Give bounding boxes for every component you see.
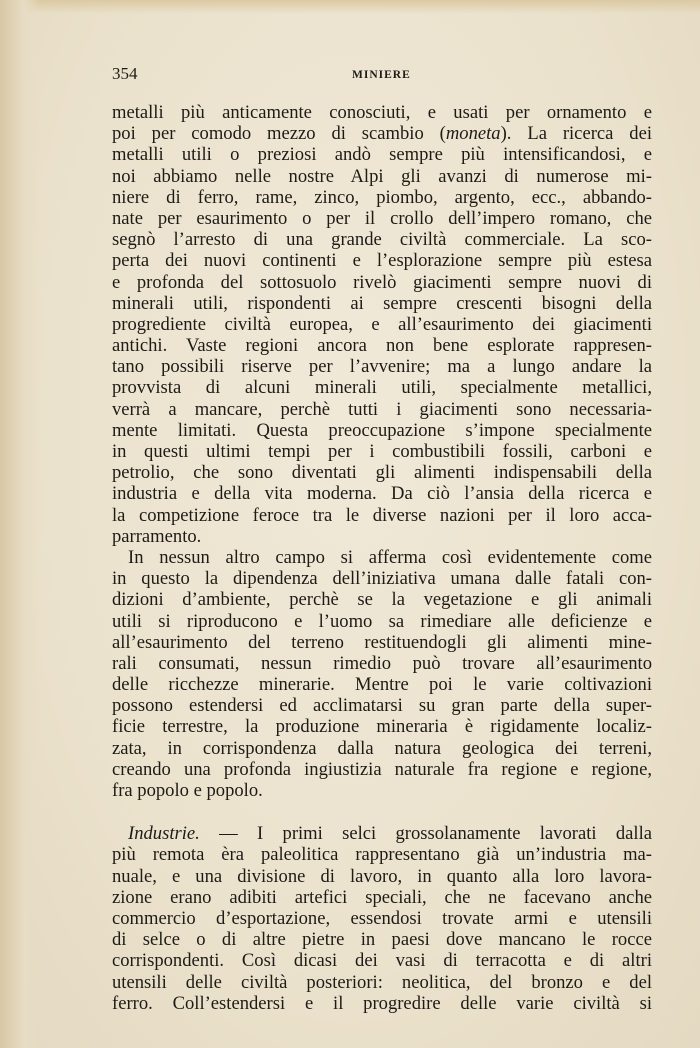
text-line: tano possibili riserve per l’avvenire; ma a lungo andare la bbox=[112, 356, 652, 378]
text-line: in questo la dipendenza dell’iniziativa umana dalle fatali con- bbox=[112, 568, 652, 590]
text-line: parramento. bbox=[112, 525, 202, 547]
section-heading: Industrie. bbox=[128, 823, 200, 845]
text-line: fra popolo e popolo. bbox=[112, 780, 263, 801]
text-line: metalli utili o preziosi andò sempre più intensificandosi, e bbox=[112, 144, 652, 166]
text-line: In nessun altro campo si afferma così evidentemente come bbox=[128, 546, 652, 568]
text-line: zione erano adibiti artefici speciali, che ne facevano anche bbox=[112, 886, 652, 908]
text-line: industria e della vita moderna. Da ciò l’ansia della ricerca e bbox=[112, 483, 652, 505]
paragraph-1 bbox=[112, 102, 652, 547]
page-gutter-edge bbox=[0, 0, 40, 1048]
text-line: perta dei nuovi continenti e l’esplorazione sempre più estesa bbox=[112, 250, 652, 272]
page-top-edge bbox=[0, 0, 700, 14]
text-line: ficie terrestre, la produzione mineraria è rigidamente localiz- bbox=[112, 716, 652, 738]
text-line: mente limitati. Questa preoccupazione s’impone specialmente bbox=[112, 419, 652, 441]
text-line: poi per comodo mezzo di scambio (moneta). La ricerca dei bbox=[112, 123, 652, 145]
text-line: utili si riproducono e l’uomo sa rimediare alle deficienze e bbox=[112, 610, 652, 632]
text-line: petrolio, che sono diventati gli alimenti indispensabili della bbox=[112, 462, 652, 484]
text-line: ferro. Coll’estendersi e il progredire delle varie civiltà si bbox=[112, 992, 652, 1014]
text-line: in questi ultimi tempi per i combustibili fossili, carboni e bbox=[112, 441, 652, 462]
text-line: e profonda del sottosuolo rivelò giacimenti sempre nuovi di bbox=[112, 271, 652, 293]
section-spacing bbox=[112, 801, 652, 823]
text-line: nate per esaurimento o per il crollo dell’impero romano, che bbox=[112, 207, 652, 229]
text-line: creando una profonda ingiustizia naturale fra regione e regione, bbox=[112, 758, 652, 780]
text-line: zata, in corrispondenza dalla natura geologica dei terreni, bbox=[112, 737, 652, 759]
text-line: segnò l’arresto di una grande civiltà commerciale. La sco- bbox=[112, 229, 652, 251]
text-line: corrispondenti. Così dicasi dei vasi di terracotta e di altri bbox=[112, 950, 652, 972]
text-line: possono estendersi ed acclimatarsi su gran parte della super- bbox=[112, 695, 652, 717]
text-line: più remota èra paleolitica rappresentano già un’industria ma- bbox=[112, 844, 652, 866]
text-line: nuale, e una divisione di lavoro, in quanto alla loro lavora- bbox=[112, 865, 652, 887]
text-line: all’esaurimento del terreno restituendogli gli alimenti mine- bbox=[112, 631, 652, 653]
text-line: minerali utili, rispondenti ai sempre crescenti bisogni della bbox=[112, 292, 652, 314]
text-line: Industrie. — I primi selci grossolanamente lavorati dalla bbox=[128, 823, 652, 845]
text-line: delle ricchezze minerarie. Mentre poi le varie coltivazioni bbox=[112, 674, 652, 696]
page-header bbox=[112, 64, 652, 88]
text-line: la competizione feroce tra le diverse nazioni per il loro acca- bbox=[112, 504, 652, 526]
body-text bbox=[112, 102, 652, 1014]
text-line: antichi. Vaste regioni ancora non bene esplorate rappresen- bbox=[112, 335, 652, 357]
text-line: di selce o di altre pietre in paesi dove mancano le rocce bbox=[112, 929, 652, 951]
text-line: niere di ferro, rame, zinco, piombo, argento, ecc., abbando- bbox=[112, 186, 652, 208]
text-line: provvista di alcuni minerali utili, specialmente metallici, bbox=[112, 377, 652, 399]
text-line: verrà a mancare, perchè tutti i giacimenti sono necessaria- bbox=[112, 398, 652, 420]
text-line: dizioni d’ambiente, perchè se la vegetazione e gli animali bbox=[112, 589, 652, 611]
italic-term: moneta bbox=[445, 123, 501, 145]
text-line: progrediente civiltà europea, e all’esaurimento dei giacimenti bbox=[112, 313, 652, 335]
section-industrie bbox=[112, 823, 652, 1014]
text-line: noi abbiamo nelle nostre Alpi gli avanzi di numerose mi- bbox=[112, 165, 652, 187]
running-title: MINIERE bbox=[352, 69, 411, 81]
page-number: 354 bbox=[112, 64, 138, 83]
paragraph-2 bbox=[112, 547, 652, 801]
text-line: commercio d’esportazione, essendosi trovate armi e utensili bbox=[112, 907, 652, 929]
text-line: metalli più anticamente conosciuti, e usati per ornamento e bbox=[112, 102, 652, 123]
text-line: rali consumati, nessun rimedio può trovare all’esaurimento bbox=[112, 652, 652, 674]
text-line: utensili delle civiltà posteriori: neolitica, del bronzo e del bbox=[112, 971, 652, 993]
